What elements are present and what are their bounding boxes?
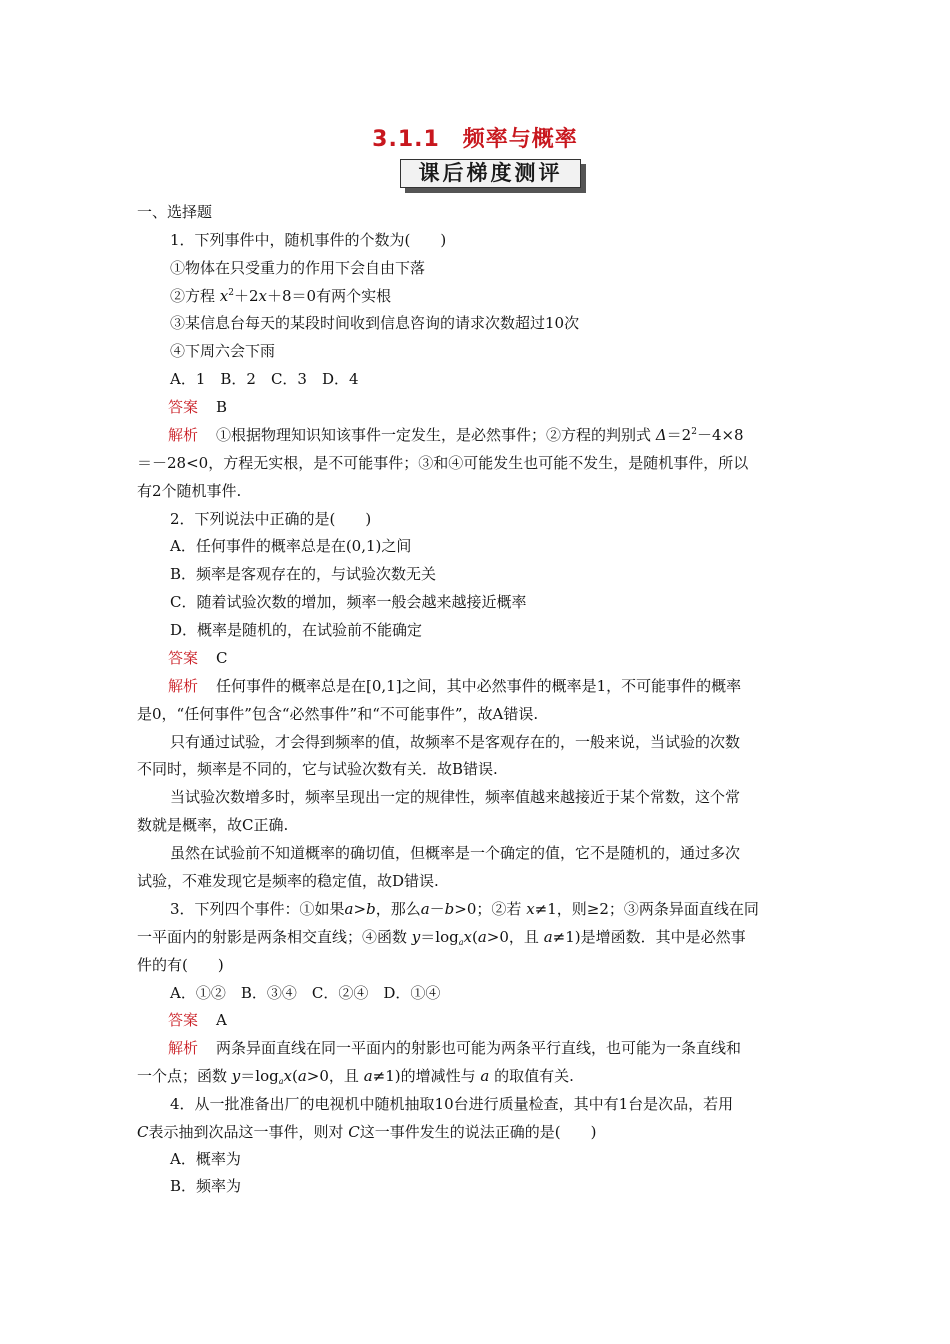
q2-paragraph-2-line-2: 不同时，频率是不同的，它与试验次数有关．故B错误. bbox=[137, 760, 498, 778]
q1-options: A．1 B．2 C．3 D．4 bbox=[170, 370, 359, 388]
q2-answer: 答案 C bbox=[168, 649, 228, 667]
q4-stem-line-1: 4．从一批准备出厂的电视机中随机抽取10台进行质量检查，其中有1台是次品，若用 bbox=[170, 1095, 734, 1113]
q2-paragraph-3-line-2: 数就是概率，故C正确. bbox=[137, 816, 289, 834]
q2-option-a: A．任何事件的概率总是在(0,1)之间 bbox=[170, 537, 412, 555]
q2-paragraph-4-line-2: 试验，不难发现它是频率的稳定值，故D错误. bbox=[137, 872, 439, 890]
q3-analysis-line-2: 一个点；函数 $y=\log_ax(a>0$，且 a≠1)的增减性与 a 的取值有关. bbox=[137, 1067, 574, 1086]
q2-option-d: D．概率是随机的，在试验前不能确定 bbox=[170, 621, 423, 639]
q4-option-a: A．概率为 bbox=[170, 1150, 241, 1168]
banner-label: 课后梯度测评 bbox=[400, 159, 581, 188]
q3-stem-line-2: 一平面内的射影是两条相交直线；④函数 $y=\log_ax(a>0$，且 a≠1)是增函数．其中是必然事 bbox=[137, 928, 746, 947]
q3-stem-line-1: 3．下列四个事件：①如果a>b，那么a－b>0；②若 x≠1，则≥2；③两条异面直线在同 bbox=[170, 900, 759, 918]
q2-paragraph-2-line-1: 只有通过试验，才会得到频率的值，故频率不是客观存在的，一般来说，当试验的次数 bbox=[170, 733, 741, 751]
q2-analysis-line-2: 是0，“任何事件”包含“必然事件”和“不可能事件”，故A错误. bbox=[137, 705, 539, 723]
q1-analysis-line-1: 解析 ①根据物理知识知该事件一定发生，是必然事件；②方程的判别式 $\Delta=2^2-4\times 8$ bbox=[168, 426, 744, 444]
q1-item-1: ①物体在只受重力的作用下会自由下落 bbox=[170, 259, 426, 277]
section-heading: 一、选择题 bbox=[137, 203, 213, 221]
q1-item-4: ④下周六会下雨 bbox=[170, 342, 276, 360]
q4-stem-line-2: C表示抽到次品这一事件，则对 C这一事件发生的说法正确的是( ) bbox=[137, 1123, 597, 1141]
q1-analysis-line-2: ＝－28<0，方程无实根，是不可能事件；③和④可能发生也可能不发生，是随机事件，所以 bbox=[137, 454, 749, 472]
q3-options: A．①② B．③④ C．②④ D．①④ bbox=[170, 984, 441, 1002]
q2-stem: 2．下列说法中正确的是( ) bbox=[170, 510, 372, 528]
q1-answer: 答案 B bbox=[168, 398, 228, 416]
q2-analysis-line-1: 解析 任何事件的概率总是在[0,1]之间，其中必然事件的概率是1，不可能事件的概率 bbox=[168, 677, 742, 695]
section-banner bbox=[400, 159, 586, 193]
q2-option-b: B．频率是客观存在的，与试验次数无关 bbox=[170, 565, 437, 583]
q3-analysis-line-1: 解析 两条异面直线在同一平面内的射影也可能为两条平行直线，也可能为一条直线和 bbox=[168, 1039, 742, 1057]
q2-paragraph-4-line-1: 虽然在试验前不知道概率的确切值，但概率是一个确定的值，它不是随机的，通过多次 bbox=[170, 844, 741, 862]
q1-item-2: ②方程 $x^2+2x+8=0$有两个实根 bbox=[170, 287, 392, 305]
q1-item-3: ③某信息台每天的某段时间收到信息咨询的请求次数超过10次 bbox=[170, 314, 580, 332]
q1-analysis-line-3: 有2个随机事件. bbox=[137, 482, 242, 500]
q3-stem-line-3: 件的有( ) bbox=[137, 956, 224, 974]
q1-stem: 1．下列事件中，随机事件的个数为( ) bbox=[170, 231, 447, 249]
page-title: 3.1.1 频率与概率 bbox=[372, 127, 578, 152]
q2-paragraph-3-line-1: 当试验次数增多时，频率呈现出一定的规律性，频率值越来越接近于某个常数，这个常 bbox=[170, 788, 741, 806]
q2-option-c: C．随着试验次数的增加，频率一般会越来越接近概率 bbox=[170, 593, 527, 611]
q4-option-b: B．频率为 bbox=[170, 1177, 242, 1195]
q3-answer: 答案 A bbox=[168, 1011, 227, 1029]
